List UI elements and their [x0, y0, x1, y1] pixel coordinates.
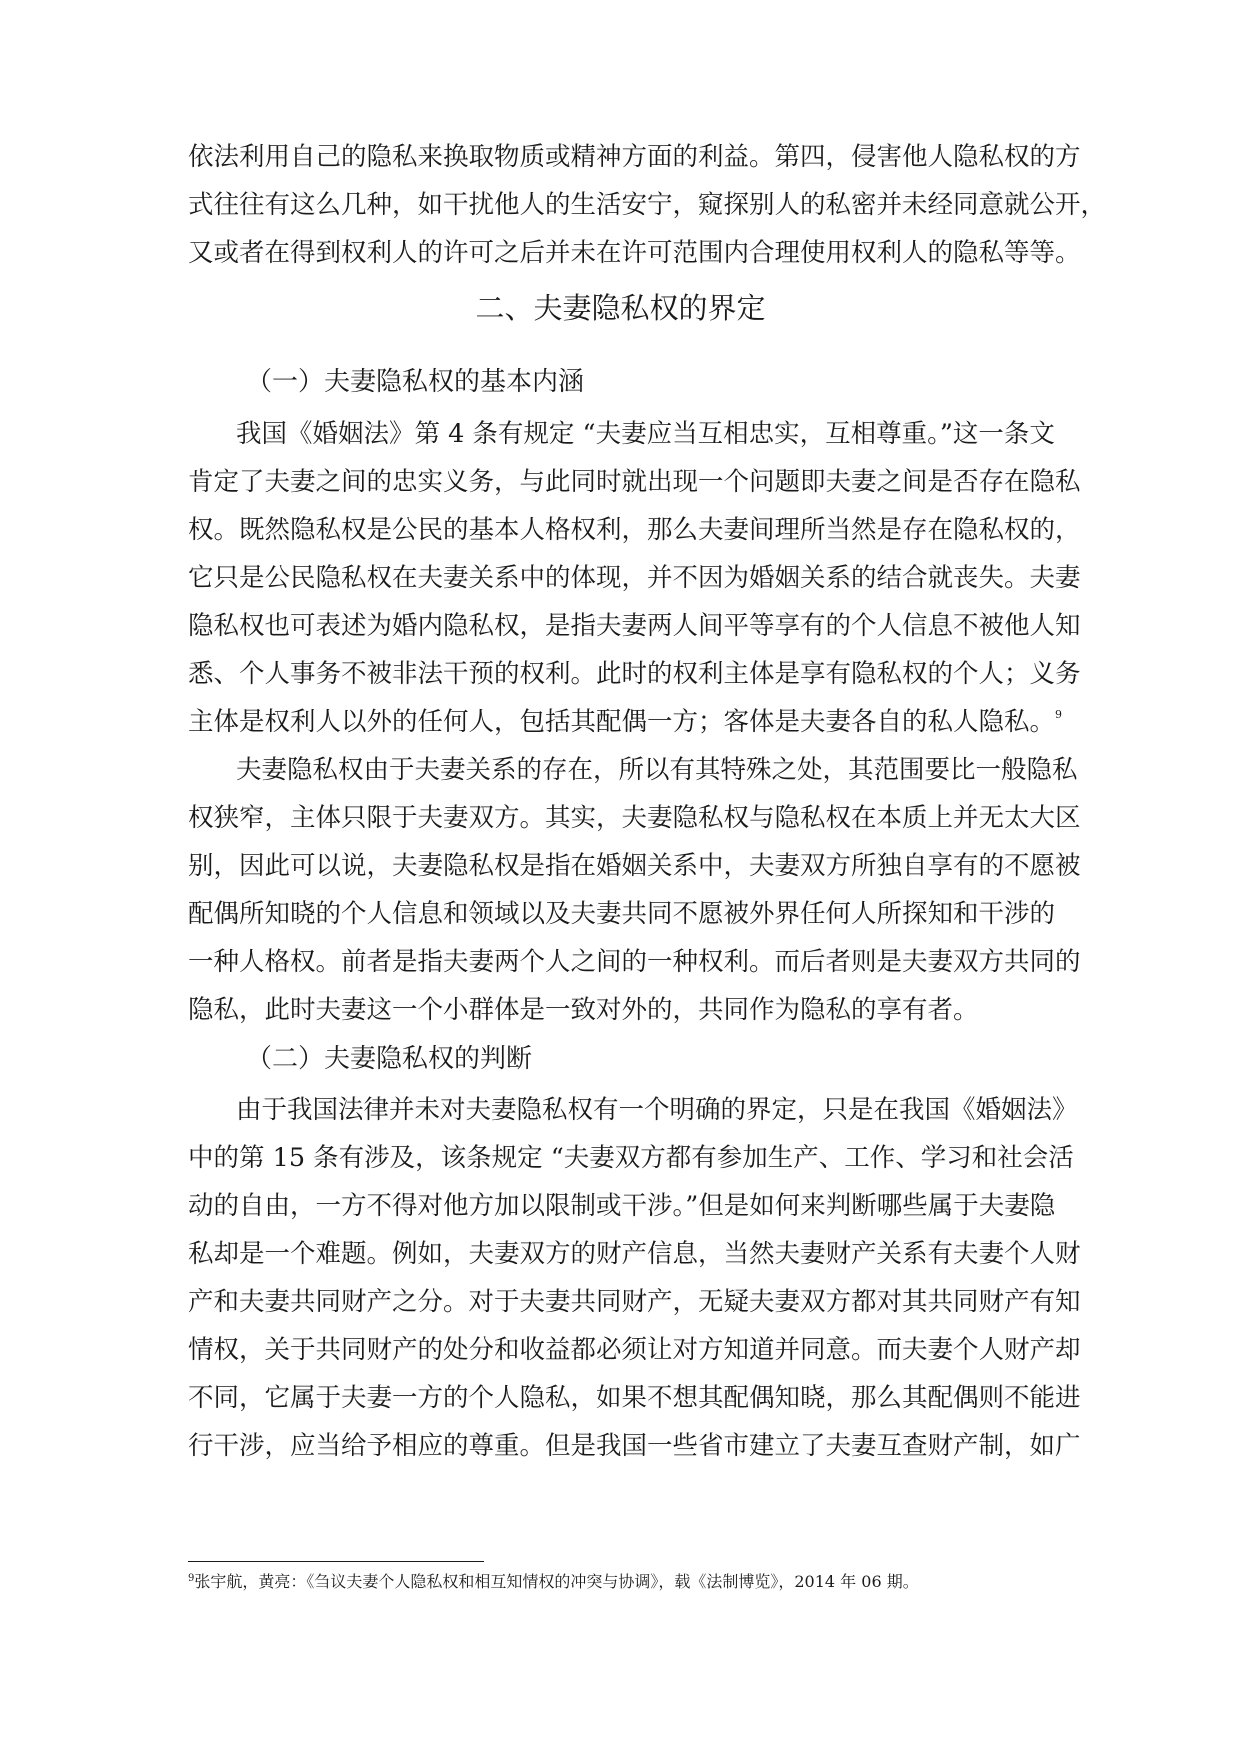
s2p1-line-2: 中的第 15 条有涉及，该条规定 “夫妻双方都有参加生产、工作、学习和社会活: [188, 1143, 1074, 1173]
footnote-reference: 9: [1055, 708, 1063, 721]
s1p2-line-5: 一种人格权。前者是指夫妻两个人之间的一种权利。而后者则是夫妻双方共同的: [188, 947, 1081, 977]
s1p1-line-4: 它只是公民隐私权在夫妻关系中的体现，并不因为婚姻关系的结合就丧失。夫妻: [188, 563, 1081, 593]
s2p1-line-1: 由于我国法律并未对夫妻隐私权有一个明确的界定，只是在我国《婚姻法》: [236, 1095, 1078, 1125]
s2p1-line-4: 私却是一个难题。例如，夫妻双方的财产信息，当然夫妻财产关系有夫妻个人财: [188, 1239, 1081, 1269]
chapter-title: 二、夫妻隐私权的界定: [475, 291, 766, 325]
footnote: [188, 1570, 1088, 1594]
section-heading-2: （二）夫妻隐私权的判断: [246, 1044, 533, 1074]
intro-line-3: 又或者在得到权利人的许可之后并未在许可范围内合理使用权利人的隐私等等。: [188, 238, 1081, 268]
s1p1-line-5: 隐私权也可表述为婚内隐私权，是指夫妻两人间平等享有的个人信息不被他人知: [188, 611, 1081, 641]
s2p1-line-7: 不同，它属于夫妻一方的个人隐私，如果不想其配偶知晓，那么其配偶则不能进: [188, 1383, 1081, 1413]
s1p2-line-2: 权狭窄，主体只限于夫妻双方。其实，夫妻隐私权与隐私权在本质上并无太大区: [188, 803, 1081, 833]
footnote-mark: 9: [188, 1573, 195, 1584]
s1p1-line-1: 我国《婚姻法》第 4 条有规定 “夫妻应当互相忠实，互相尊重。”这一条文: [236, 419, 1055, 449]
s1p1-line-7-text: 主体是权利人以外的任何人，包括其配偶一方；客体是夫妻各自的私人隐私。: [188, 707, 1056, 737]
s1p1-line-6: 悉、个人事务不被非法干预的权利。此时的权利主体是享有隐私权的个人；义务: [188, 659, 1081, 689]
footnote-text: 张宇航，黄亮：《刍议夫妻个人隐私权和相互知情权的冲突与协调》，载《法制博览》，2014 年 06 期。: [194, 1572, 919, 1591]
intro-line-1: 依法利用自己的隐私来换取物质或精神方面的利益。第四，侵害他人隐私权的方: [188, 142, 1081, 172]
s1p1-line-7: [188, 698, 1063, 746]
s2p1-line-3: 动的自由，一方不得对他方加以限制或干涉。”但是如何来判断哪些属于夫妻隐: [188, 1191, 1056, 1221]
s2p1-line-5: 产和夫妻共同财产之分。对于夫妻共同财产，无疑夫妻双方都对其共同财产有知: [188, 1287, 1081, 1317]
intro-line-2: 式往往有这么几种，如干扰他人的生活安宁，窥探别人的私密并未经同意就公开，: [188, 190, 1107, 220]
s1p2-line-6: 隐私，此时夫妻这一个小群体是一致对外的，共同作为隐私的享有者。: [188, 995, 979, 1025]
s1p2-line-1: 夫妻隐私权由于夫妻关系的存在，所以有其特殊之处，其范围要比一般隐私: [236, 755, 1078, 785]
s1p2-line-4: 配偶所知晓的个人信息和领域以及夫妻共同不愿被外界任何人所探知和干涉的: [188, 899, 1056, 929]
section-heading-1: （一）夫妻隐私权的基本内涵: [246, 367, 585, 397]
s2p1-line-8: 行干涉，应当给予相应的尊重。但是我国一些省市建立了夫妻互查财产制，如广: [188, 1431, 1081, 1461]
s1p1-line-2: 肯定了夫妻之间的忠实义务，与此同时就出现一个问题即夫妻之间是否存在隐私: [188, 467, 1081, 497]
s1p2-line-3: 别，因此可以说，夫妻隐私权是指在婚姻关系中，夫妻双方所独自享有的不愿被: [188, 851, 1081, 881]
footnote-separator: [188, 1561, 484, 1562]
s2p1-line-6: 情权，关于共同财产的处分和收益都必须让对方知道并同意。而夫妻个人财产却: [188, 1335, 1081, 1365]
s1p1-line-3: 权。既然隐私权是公民的基本人格权利，那么夫妻间理所当然是存在隐私权的，: [188, 515, 1081, 545]
